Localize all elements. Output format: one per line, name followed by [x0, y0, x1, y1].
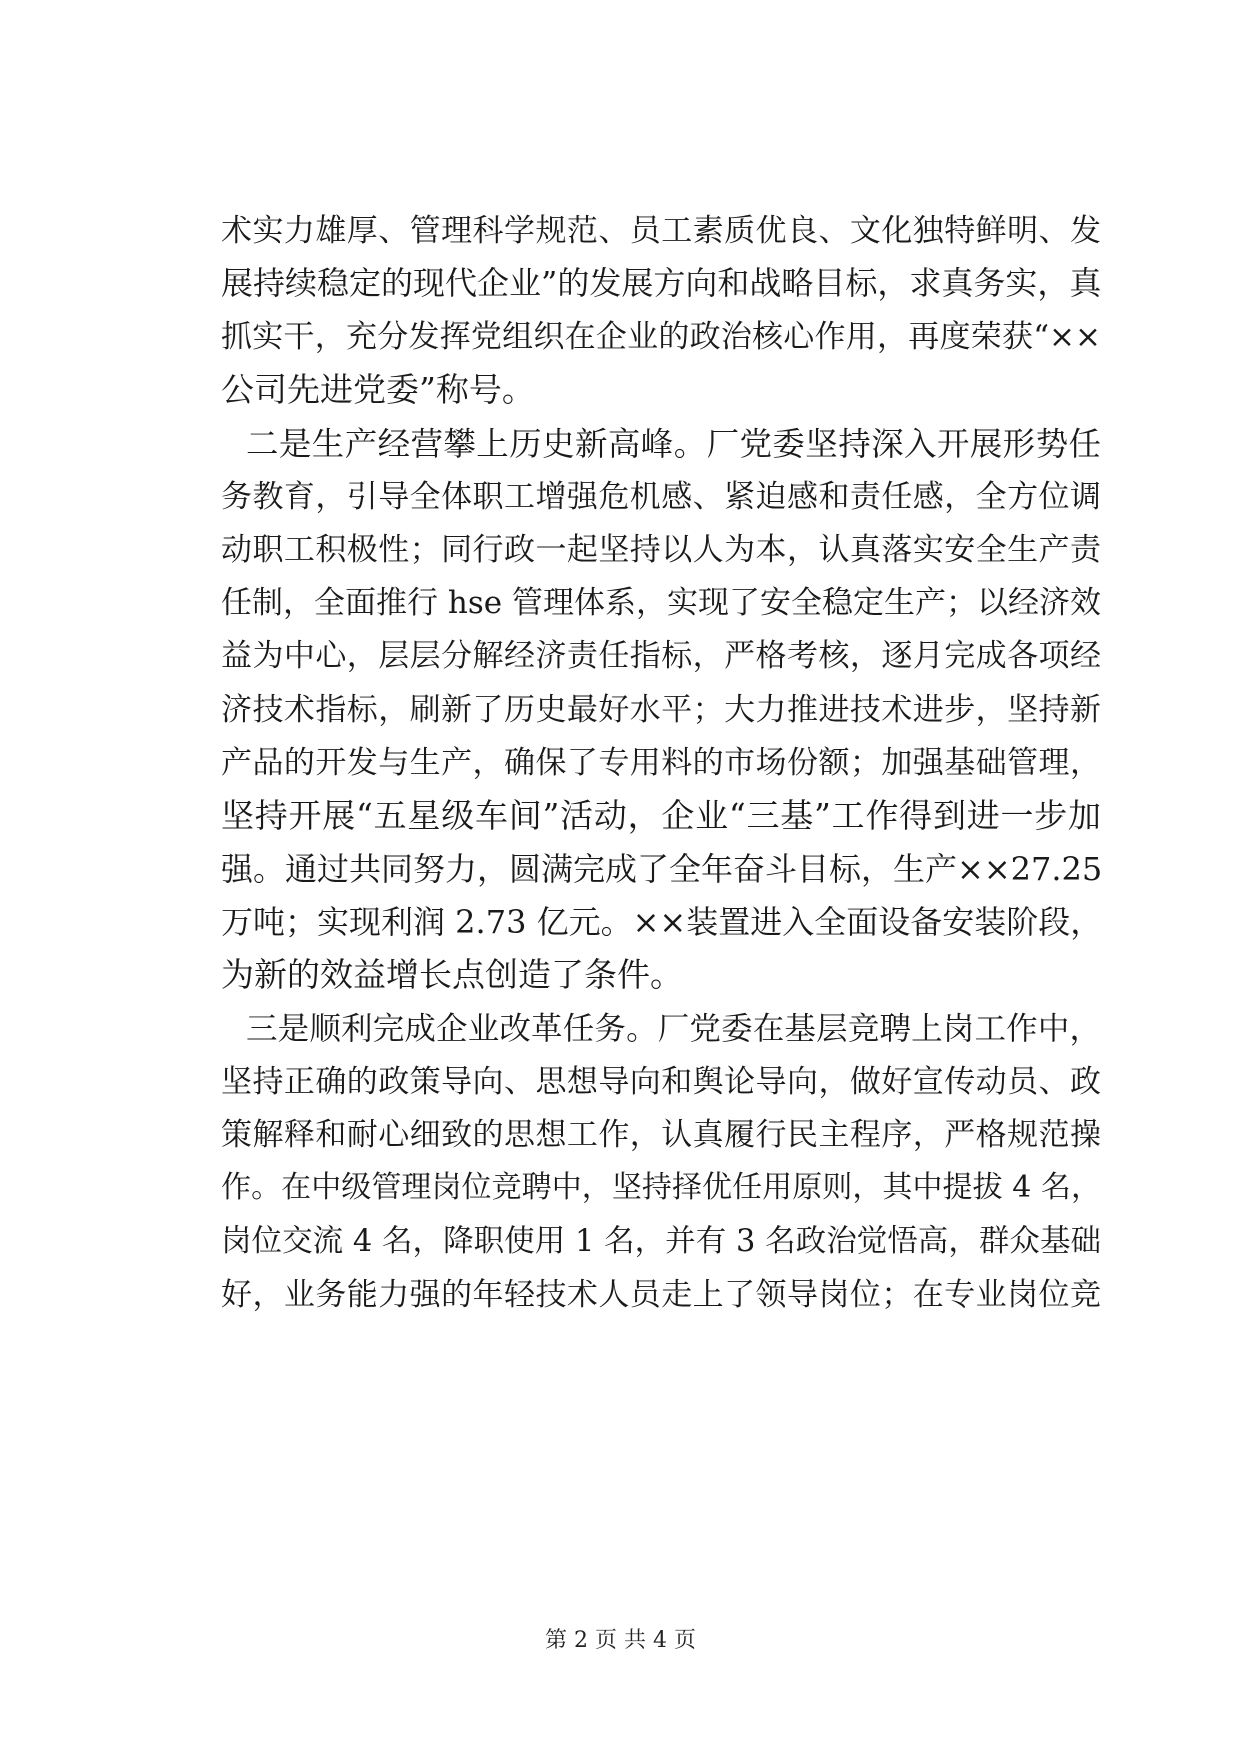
body-line: 务教育，引导全体职工增强危机感、紧迫感和责任感，全方位调 — [221, 479, 1101, 515]
body-line: 为新的效益增长点创造了条件。 — [221, 955, 683, 994]
body-line: 公司先进党委”称号。 — [221, 370, 535, 409]
body-line: 任制，全面推行 hse 管理体系，实现了安全稳定生产；以经济效 — [221, 585, 1101, 621]
body-line: 岗位交流 4 名，降职使用 1 名，并有 3 名政治觉悟高，群众基础 — [221, 1224, 1101, 1259]
body-line: 坚持正确的政策导向、思想导向和舆论导向，做好宣传动员、政 — [221, 1064, 1101, 1100]
body-line: 动职工积极性；同行政一起坚持以人为本，认真落实安全生产责 — [221, 532, 1101, 568]
body-line: 二是生产经营攀上历史新高峰。厂党委坚持深入开展形势任 — [246, 425, 1101, 463]
body-line: 济技术指标，刷新了历史最好水平；大力推进技术进步，坚持新 — [221, 692, 1101, 728]
body-line: 术实力雄厚、管理科学规范、员工素质优良、文化独特鲜明、发 — [221, 213, 1101, 249]
page-number-footer: 第 2 页 共 4 页 — [545, 1628, 696, 1653]
body-line: 展持续稳定的现代企业”的发展方向和战略目标，求真务实，真 — [221, 264, 1102, 302]
body-line: 抓实干，充分发挥党组织在企业的政治核心作用，再度荣获“×× — [221, 319, 1101, 355]
body-line: 三是顺利完成企业改革任务。厂党委在基层竞聘上岗工作中， — [246, 1011, 1101, 1047]
body-line: 强。通过共同努力，圆满完成了全年奋斗目标，生产××27.25 — [221, 850, 1103, 888]
body-line: 策解释和耐心细致的思想工作，认真履行民主程序，严格规范操 — [221, 1117, 1101, 1153]
body-line: 好，业务能力强的年轻技术人员走上了领导岗位；在专业岗位竞 — [221, 1277, 1101, 1313]
body-line: 产品的开发与生产，确保了专用料的市场份额；加强基础管理， — [221, 745, 1101, 781]
body-line: 坚持开展“五星级车间”活动，企业“三基”工作得到进一步加 — [221, 796, 1101, 835]
body-line: 益为中心，层层分解经济责任指标，严格考核，逐月完成各项经 — [221, 638, 1101, 674]
body-line: 万吨；实现利润 2.73 亿元。××装置进入全面设备安装阶段， — [221, 903, 1103, 941]
body-line: 作。在中级管理岗位竞聘中，坚持择优任用原则，其中提拔 4 名， — [221, 1170, 1101, 1205]
